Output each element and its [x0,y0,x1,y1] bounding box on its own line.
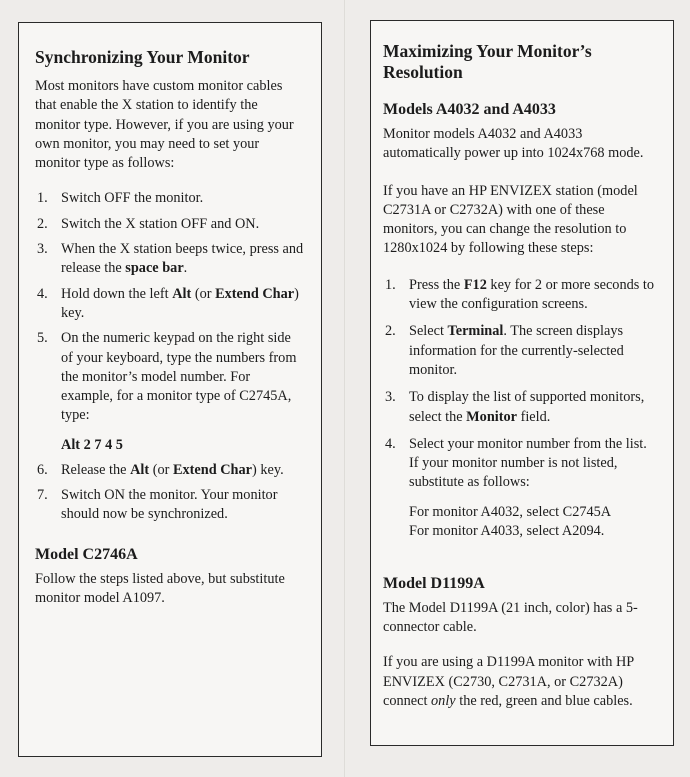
subsection-title: Model C2746A [35,545,138,563]
list-item: 4. Select your monitor number from the list. If your monitor number is not listed, substitute as follows: [385,435,647,491]
list-item: 1. Switch OFF the monitor. [37,190,204,207]
list-item: 7. Switch ON the monitor. Your monitor should now be synchronized. [37,487,278,523]
substitution-line: For monitor A4033, select A2094. [409,522,605,539]
subsection-title: Model D1199A [383,574,485,592]
list-item: 3. When the X station beeps twice, press and release the space bar. [37,241,304,277]
section-title: Synchronizing Your Monitor [35,47,250,67]
left-panel [18,22,322,757]
substitution-list [383,503,657,541]
models-paragraph: Monitor models A4032 and A4033 automatically power up into 1024x768 mode. [383,126,644,162]
d1199a-cables-paragraph: If you are using a D1199A monitor with HP ENVIZEX (C2730, C2731A, or C2732A) connect only the red, green and blue cables. [383,654,634,709]
section-title: Maximizing Your Monitor’s Resolution [383,41,592,82]
resolution-steps-list [383,276,657,493]
list-item: 1. Press the F12 key for 2 or more seconds to view the configuration screens. [385,276,654,313]
right-panel [370,20,674,746]
substitution-line: For monitor A4032, select C2745A [409,503,612,520]
list-item: 2. Select Terminal. The screen displays information for the currently-selected monitor. [385,323,624,378]
key-sequence: Alt 2 7 4 5 [61,436,123,453]
intro-paragraph: Most monitors have custom monitor cables that enable the X station to identify the monitor type. However, if you are using your own monitor, you may need to set your monitor type as follows: [35,78,294,172]
c2746a-paragraph: Follow the steps listed above, but substitute monitor model A1097. [35,570,285,606]
subsection-title: Models A4032 and A4033 [383,101,556,118]
list-item: 4. Hold down the left Alt (or Extend Char) key. [37,285,299,321]
sync-steps-list [35,189,305,425]
list-item: 5. On the numeric keypad on the right side of your keyboard, type the numbers from the monitor’s model number. For example, for a monitor type of C2745A, type: [37,330,297,424]
list-item: 6. Release the Alt (or Extend Char) key. [37,461,284,478]
d1199a-paragraph: The Model D1199A (21 inch, color) has a 5-connector cable. [383,599,638,636]
page-fold [344,0,346,777]
list-item: 3. To display the list of supported monitors, select the Monitor field. [385,389,645,425]
sync-steps-list-continued [35,461,305,525]
list-item: 2. Switch the X station OFF and ON. [37,215,260,232]
envizex-paragraph: If you have an HP ENVIZEX station (model C2731A or C2732A) with one of these monitors, you can change the resolution to 1280x1024 by following these steps: [383,182,638,257]
